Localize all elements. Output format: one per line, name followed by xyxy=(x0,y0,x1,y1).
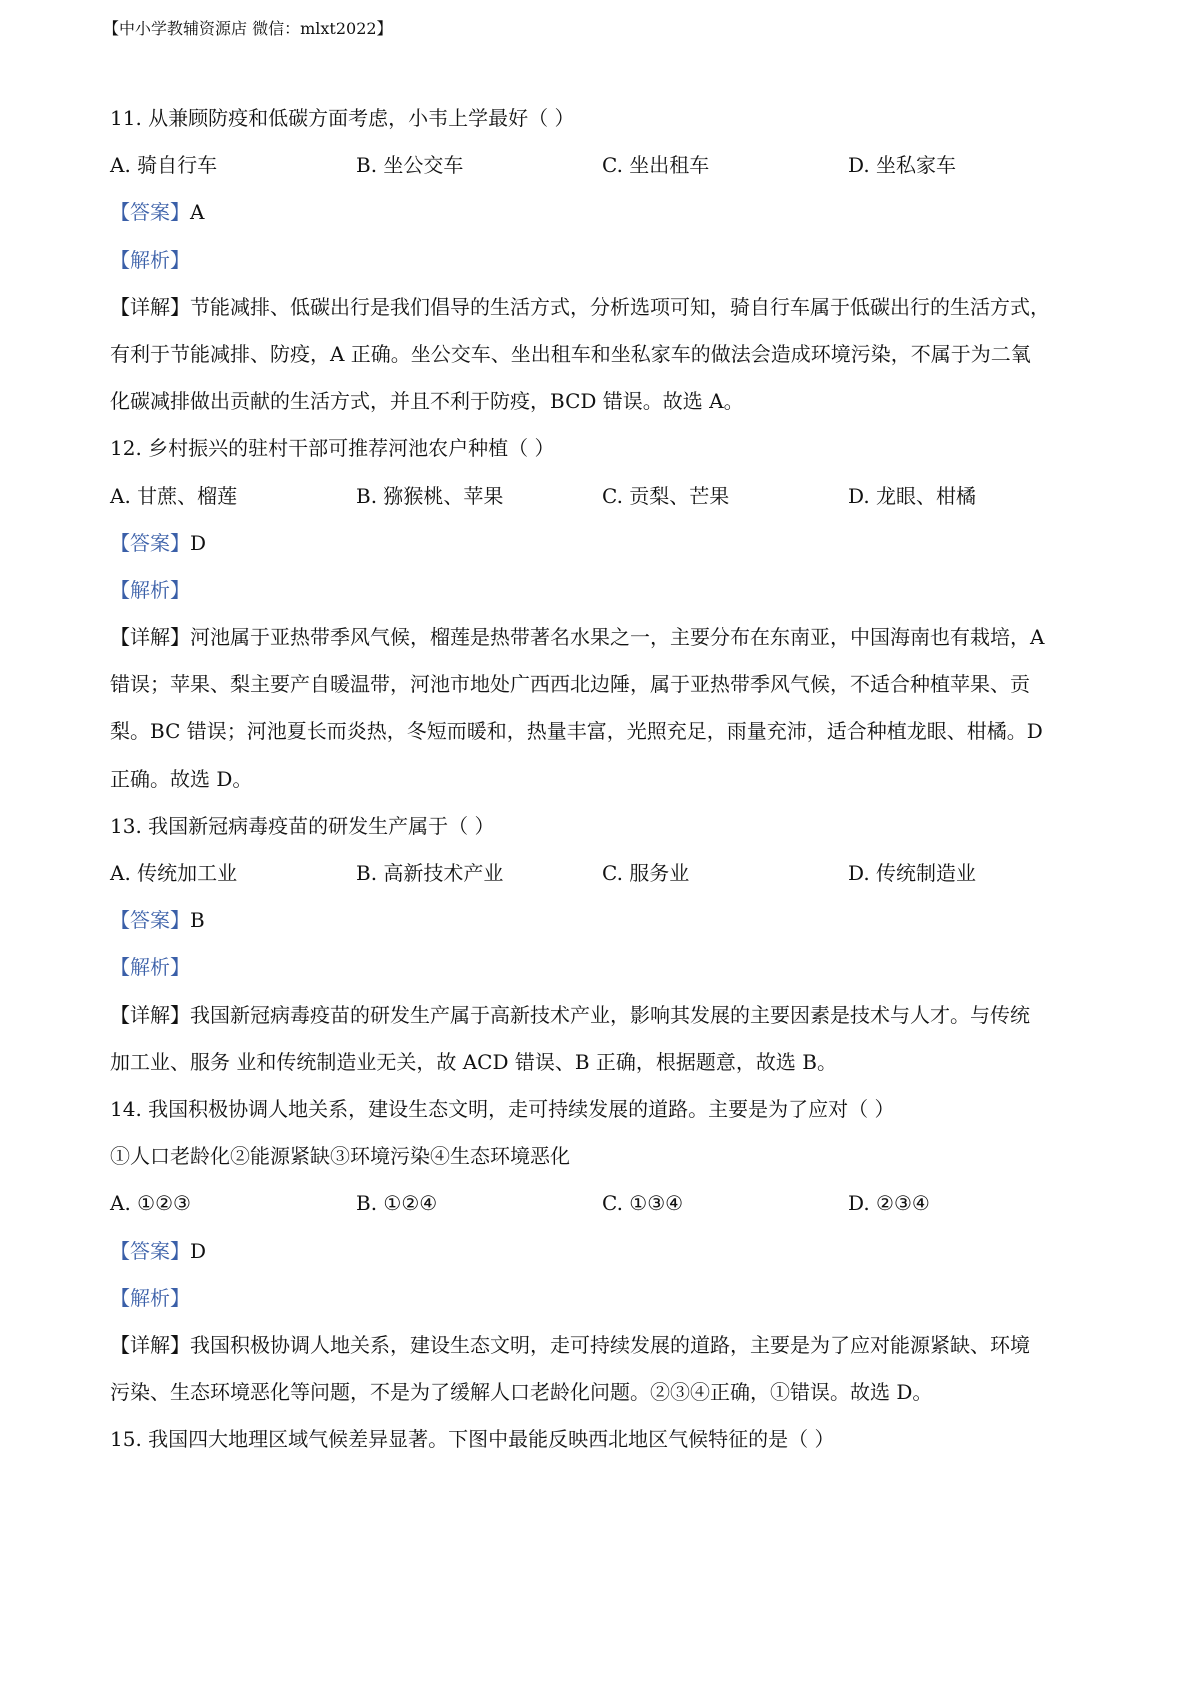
detail-line xyxy=(110,614,1100,661)
question-stem: 11. 从兼顾防疫和低碳方面考虑，小韦上学最好（ ） xyxy=(110,106,575,130)
analysis-line xyxy=(110,1275,1100,1322)
question-15 xyxy=(110,1416,1100,1463)
option-d: D. 坐私家车 xyxy=(848,153,957,178)
answer-value: D xyxy=(190,1238,207,1263)
analysis-label: 【解析】 xyxy=(110,955,190,980)
option-a: A. 传统加工业 xyxy=(110,861,238,885)
question-sub-line: ①人口老龄化②能源紧缺③环境污染④生态环境恶化 xyxy=(110,1144,570,1169)
option-a: A. 骑自行车 xyxy=(110,153,218,178)
watermark-header: 【中小学教辅资源店 微信：mlxt2022】 xyxy=(103,19,393,38)
analysis-line xyxy=(110,944,1100,991)
answer-label: 【答案】 xyxy=(110,200,190,225)
option-a: A. 甘蔗、榴莲 xyxy=(110,483,238,508)
question-11 xyxy=(110,95,1100,425)
analysis-line xyxy=(110,237,1100,284)
option-d: D. ②③④ xyxy=(848,1191,930,1216)
option-d: D. 龙眼、柑橘 xyxy=(848,483,977,508)
detail-text: 我国积极协调人地关系，建设生态文明，走可持续发展的道路，主要是为了应对能源紧缺、环境 xyxy=(190,1332,1030,1357)
document-content xyxy=(110,95,1100,1463)
option-c: C. 服务业 xyxy=(602,861,690,885)
detail-line xyxy=(110,992,1100,1039)
answer-line xyxy=(110,189,1100,236)
detail-label: 【详解】 xyxy=(110,1002,190,1027)
detail-line: 污染、生态环境恶化等问题，不是为了缓解人口老龄化问题。②③④正确，①错误。故选 D。 xyxy=(110,1380,933,1405)
answer-label: 【答案】 xyxy=(110,530,190,555)
answer-line xyxy=(110,520,1100,567)
question-stem: 12. 乡村振兴的驻村干部可推荐河池农户种植（ ） xyxy=(110,436,555,461)
option-b: B. 猕猴桃、苹果 xyxy=(356,483,504,508)
detail-label: 【详解】 xyxy=(110,625,190,650)
detail-line: 梨。BC 错误；河池夏长而炎热，冬短而暖和，热量丰富，光照充足，雨量充沛，适合种植龙眼、柑橘。D xyxy=(110,719,1043,744)
question-stem: 14. 我国积极协调人地关系，建设生态文明，走可持续发展的道路。主要是为了应对（ ） xyxy=(110,1096,895,1121)
answer-label: 【答案】 xyxy=(110,908,190,933)
analysis-line xyxy=(110,567,1100,614)
option-a: A. ①②③ xyxy=(110,1191,191,1216)
answer-label: 【答案】 xyxy=(110,1238,190,1263)
analysis-label: 【解析】 xyxy=(110,247,190,272)
answer-line xyxy=(110,897,1100,944)
answer-value: D xyxy=(190,530,207,555)
options-row xyxy=(110,1180,1100,1227)
analysis-label: 【解析】 xyxy=(110,1285,190,1310)
detail-line: 化碳减排做出贡献的生活方式，并且不利于防疫，BCD 错误。故选 A。 xyxy=(110,389,744,414)
option-b: B. 高新技术产业 xyxy=(356,861,504,885)
options-row xyxy=(110,142,1100,189)
question-12 xyxy=(110,425,1100,803)
detail-text: 节能减排、低碳出行是我们倡导的生活方式，分析选项可知，骑自行车属于低碳出行的生活方式， xyxy=(190,294,1050,319)
option-c: C. 坐出租车 xyxy=(602,153,710,178)
detail-text: 我国新冠病毒疫苗的研发生产属于高新技术产业，影响其发展的主要因素是技术与人才。与传统 xyxy=(190,1002,1030,1027)
option-b: B. 坐公交车 xyxy=(356,153,464,178)
question-stem: 13. 我国新冠病毒疫苗的研发生产属于（ ） xyxy=(110,813,495,838)
detail-label: 【详解】 xyxy=(110,1332,190,1357)
option-b: B. ①②④ xyxy=(356,1191,438,1216)
analysis-label: 【解析】 xyxy=(110,577,190,602)
detail-line: 正确。故选 D。 xyxy=(110,766,253,791)
detail-line xyxy=(110,1322,1100,1369)
option-c: C. ①③④ xyxy=(602,1191,684,1216)
detail-line: 有利于节能减排、防疫，A 正确。坐公交车、坐出租车和坐私家车的做法会造成环境污染，不属于为二氧 xyxy=(110,341,1031,366)
answer-value: B xyxy=(190,908,205,933)
question-13 xyxy=(110,803,1100,1086)
detail-line xyxy=(110,284,1100,331)
answer-line xyxy=(110,1228,1100,1275)
detail-label: 【详解】 xyxy=(110,294,190,319)
option-c: C. 贡梨、芒果 xyxy=(602,483,730,508)
detail-text: 河池属于亚热带季风气候，榴莲是热带著名水果之一，主要分布在东南亚，中国海南也有栽培，A xyxy=(190,625,1045,650)
option-d: D. 传统制造业 xyxy=(848,861,977,885)
detail-line: 错误；苹果、梨主要产自暖温带，河池市地处广西西北边陲，属于亚热带季风气候，不适合种植苹果、贡 xyxy=(110,672,1030,697)
question-14 xyxy=(110,1086,1100,1416)
options-row xyxy=(110,850,1100,897)
question-stem: 15. 我国四大地理区域气候差异显著。下图中最能反映西北地区气候特征的是（ ） xyxy=(110,1427,835,1452)
detail-line: 加工业、服务 业和传统制造业无关，故 ACD 错误、B 正确，根据题意，故选 B。 xyxy=(110,1049,837,1074)
answer-value: A xyxy=(190,200,205,225)
options-row xyxy=(110,473,1100,520)
